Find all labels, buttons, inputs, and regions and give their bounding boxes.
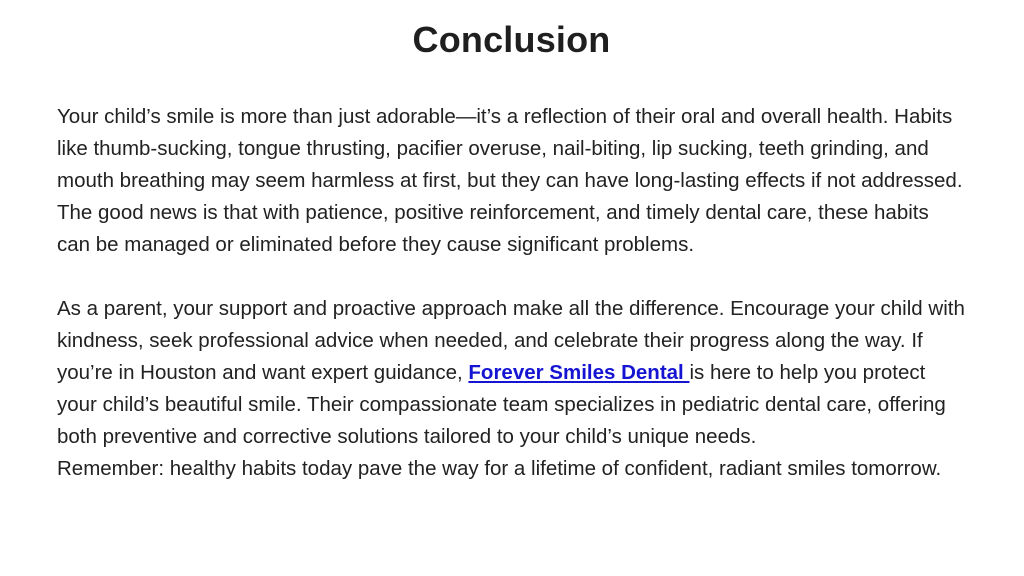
paragraph-3: Remember: healthy habits today pave the way for a lifetime of confident, radiant smiles tomorrow. [57,457,942,481]
paragraph-2-text-after-link: is here to help you protect your child’s beautiful smile. Their compassionate team specializes in pediatric dental care, offering both preventive and corrective solutions tailored to your child’s unique needs. [57,361,946,449]
page-title: Conclusion [412,19,611,60]
forever-smiles-dental-link[interactable]: Forever Smiles Dental [468,361,690,385]
paragraph-1: Your child’s smile is more than just adorable—it’s a reflection of their oral and overall health. Habits like thumb-sucking, tongue thrusting, pacifier overuse, nail-biting, lip sucking, teeth grinding, and mouth breathing may seem harmless at first, but they can have long-lasting effects if not addressed. The good news is that with patience, positive reinforcement, and timely dental care, these habits can be managed or eliminated before they cause significant problems. [57,105,963,257]
paragraph-2 [57,293,966,453]
document-body [57,101,966,485]
paragraph-spacer [57,261,966,293]
paragraph-2-text-before-link: As a parent, your support and proactive approach make all the difference. Encourage your child with kindness, seek professional advice when needed, and celebrate their progress along the way. If you’re in Houston and want expert guidance, [57,297,965,385]
